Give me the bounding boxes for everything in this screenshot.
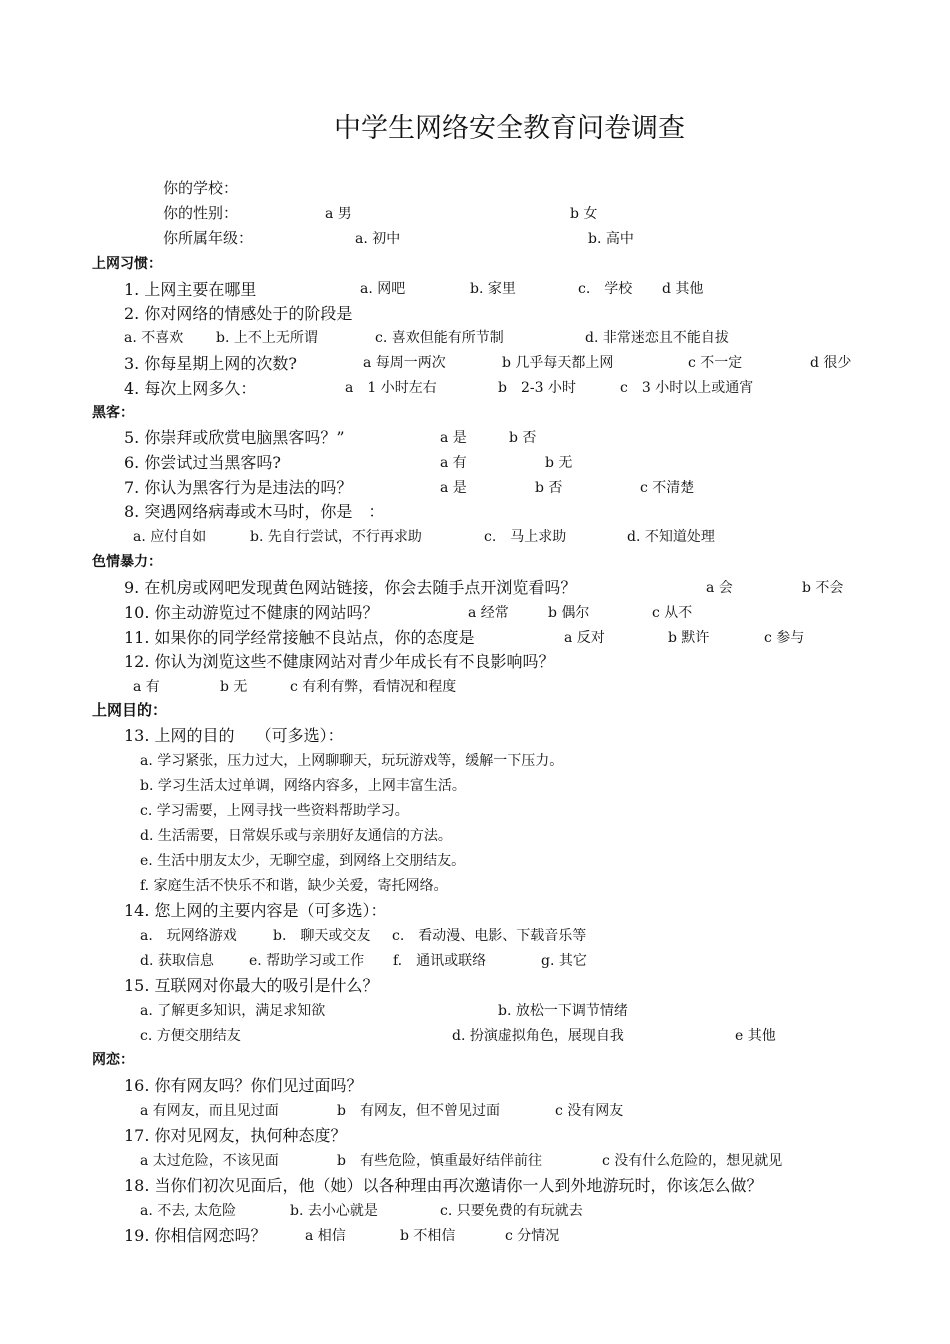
question-12-option-c: c 有利有弊，看情况和程度	[290, 679, 457, 695]
question-14-option-d: d. 获取信息	[140, 953, 214, 969]
grade-option-a: a. 初中	[355, 231, 401, 247]
question-14-option-g: g. 其它	[541, 953, 587, 969]
question-7-option-b: b 否	[535, 480, 563, 496]
grade-label: 你所属年级：	[163, 229, 254, 247]
question-13-option-c: c. 学习需要，上网寻找一些资料帮助学习。	[140, 803, 409, 819]
question-15: 15. 互联网对你最大的吸引是什么？	[124, 976, 379, 995]
question-3: 3. 你每星期上网的次数?	[124, 354, 297, 373]
question-15-option-d: d. 扮演虚拟角色，展现自我	[452, 1028, 624, 1044]
question-1-option-c: c. 学校	[578, 281, 633, 297]
question-4: 4. 每次上网多久：	[124, 379, 257, 398]
question-5-option-a: a 是	[440, 430, 467, 446]
question-17-option-a: a 太过危险，不该见面	[140, 1153, 279, 1169]
question-18: 18. 当你们初次见面后，他（她）以各种理由再次邀请你一人到外地游玩时，你该怎么做？	[124, 1176, 763, 1195]
section-heading-porn-violence: 色情暴力：	[92, 554, 162, 570]
question-8-option-c: c. 马上求助	[484, 529, 567, 545]
question-1: 1. 上网主要在哪里	[124, 280, 257, 299]
question-19-option-c: c 分情况	[505, 1228, 560, 1244]
question-4-option-b: b 2-3 小时	[498, 380, 576, 396]
question-7-option-a: a 是	[440, 480, 467, 496]
section-heading-hacker: 黑客：	[92, 405, 134, 421]
question-14-option-c: c. 看动漫、电影、下载音乐等	[392, 928, 587, 944]
question-16-option-b: b 有网友，但不曾见过面	[337, 1103, 500, 1119]
question-13-option-e: e. 生活中朋友太少，无聊空虚，到网络上交朋结友。	[140, 853, 466, 869]
question-8-option-b: b. 先自行尝试，不行再求助	[250, 529, 422, 545]
question-2-option-c: c. 喜欢但能有所节制	[375, 330, 504, 346]
question-14: 14. 您上网的主要内容是（可多选）：	[124, 901, 387, 920]
question-2: 2. 你对网络的情感处于的阶段是	[124, 304, 353, 323]
section-heading-online-romance: 网恋：	[92, 1052, 134, 1068]
question-4-option-a: a 1 小时左右	[345, 380, 437, 396]
question-1-option-a: a. 网吧	[360, 281, 406, 297]
question-10-option-a: a 经常	[468, 605, 509, 621]
question-14-option-f: f. 通讯或联络	[393, 953, 487, 969]
question-15-option-a: a. 了解更多知识，满足求知欲	[140, 1003, 326, 1019]
question-16: 16. 你有网友吗？你们见过面吗？	[124, 1076, 363, 1095]
question-13-option-a: a. 学习紧张，压力过大，上网聊聊天，玩玩游戏等，缓解一下压力。	[140, 753, 564, 769]
question-7-option-c: c 不清楚	[640, 480, 695, 496]
question-15-option-c: c. 方便交朋结友	[140, 1028, 241, 1044]
question-14-option-a: a. 玩网络游戏	[140, 928, 237, 944]
question-17-option-c: c 没有什么危险的，想见就见	[602, 1153, 783, 1169]
page-title: 中学生网络安全教育问卷调查	[334, 113, 685, 144]
school-label: 你的学校：	[163, 179, 239, 197]
question-8-option-a: a. 应付自如	[133, 529, 207, 545]
question-5-option-b: b 否	[509, 430, 537, 446]
question-4-option-c: c 3 小时以上或通宵	[620, 380, 754, 396]
question-10-option-c: c 从不	[652, 605, 693, 621]
question-19: 19. 你相信网恋吗？	[124, 1226, 267, 1245]
question-10-option-b: b 偶尔	[548, 605, 590, 621]
section-heading-habits: 上网习惯：	[92, 256, 162, 272]
question-12-option-b: b 无	[220, 679, 248, 695]
question-14-option-b: b. 聊天或交友	[273, 928, 371, 944]
question-1-option-d: d 其他	[662, 281, 704, 297]
question-9: 9. 在机房或网吧发现黄色网站链接，你会去随手点开浏览看吗？	[124, 578, 577, 597]
question-11: 11. 如果你的同学经常接触不良站点，你的态度是	[124, 628, 475, 647]
question-16-option-c: c 没有网友	[555, 1103, 624, 1119]
question-18-option-c: c. 只要免费的有玩就去	[440, 1203, 583, 1219]
question-16-option-a: a 有网友，而且见过面	[140, 1103, 279, 1119]
gender-option-a: a 男	[325, 206, 352, 222]
question-6-option-b: b 无	[545, 455, 573, 471]
question-8: 8. 突遇网络病毒或木马时，你是 ：	[124, 502, 385, 521]
question-19-option-a: a 相信	[305, 1228, 346, 1244]
question-3-option-d: d 很少	[810, 355, 852, 371]
gender-option-b: b 女	[570, 206, 598, 222]
question-15-option-b: b. 放松一下调节情绪	[498, 1003, 628, 1019]
question-13-option-b: b. 学习生活太过单调，网络内容多，上网丰富生活。	[140, 778, 466, 794]
question-9-option-a: a 会	[706, 580, 733, 596]
question-2-option-a: a. 不喜欢	[124, 330, 184, 346]
question-11-option-b: b 默许	[668, 630, 710, 646]
question-6-option-a: a 有	[440, 455, 467, 471]
question-19-option-b: b 不相信	[400, 1228, 456, 1244]
question-2-option-d: d. 非常迷恋且不能自拔	[585, 330, 729, 346]
question-17: 17. 你对见网友，执何种态度？	[124, 1126, 347, 1145]
grade-option-b: b. 高中	[588, 231, 634, 247]
question-18-option-a: a. 不去, 太危险	[140, 1203, 237, 1219]
question-3-option-a: a 每周一两次	[363, 355, 446, 371]
question-8-option-d: d. 不知道处理	[627, 529, 715, 545]
question-7: 7. 你认为黑客行为是违法的吗？	[124, 478, 353, 497]
question-3-option-c: c 不一定	[688, 355, 743, 371]
question-1-option-b: b. 家里	[470, 281, 516, 297]
question-6: 6. 你尝试过当黑客吗?	[124, 453, 281, 472]
question-5: 5. 你崇拜或欣赏电脑黑客吗？”	[124, 428, 345, 447]
question-13-option-f: f. 家庭生活不快乐不和谐，缺少关爱，寄托网络。	[140, 878, 448, 894]
gender-label: 你的性别：	[163, 204, 239, 222]
question-12-option-a: a 有	[133, 679, 160, 695]
section-heading-purpose: 上网目的：	[92, 701, 168, 719]
question-17-option-b: b 有些危险，慎重最好结伴前往	[337, 1153, 542, 1169]
question-15-option-e: e 其他	[735, 1028, 776, 1044]
question-14-option-e: e. 帮助学习或工作	[249, 953, 365, 969]
question-9-option-b: b 不会	[802, 580, 844, 596]
question-3-option-b: b 几乎每天都上网	[502, 355, 614, 371]
question-12: 12. 你认为浏览这些不健康网站对青少年成长有不良影响吗？	[124, 652, 555, 671]
question-13: 13. 上网的目的 （可多选）：	[124, 726, 344, 745]
question-11-option-c: c 参与	[764, 630, 805, 646]
question-18-option-b: b. 去小心就是	[290, 1203, 378, 1219]
question-11-option-a: a 反对	[564, 630, 605, 646]
question-2-option-b: b. 上不上无所谓	[216, 330, 318, 346]
question-10: 10. 你主动游览过不健康的网站吗？	[124, 603, 379, 622]
question-13-option-d: d. 生活需要，日常娱乐或与亲朋好友通信的方法。	[140, 828, 452, 844]
